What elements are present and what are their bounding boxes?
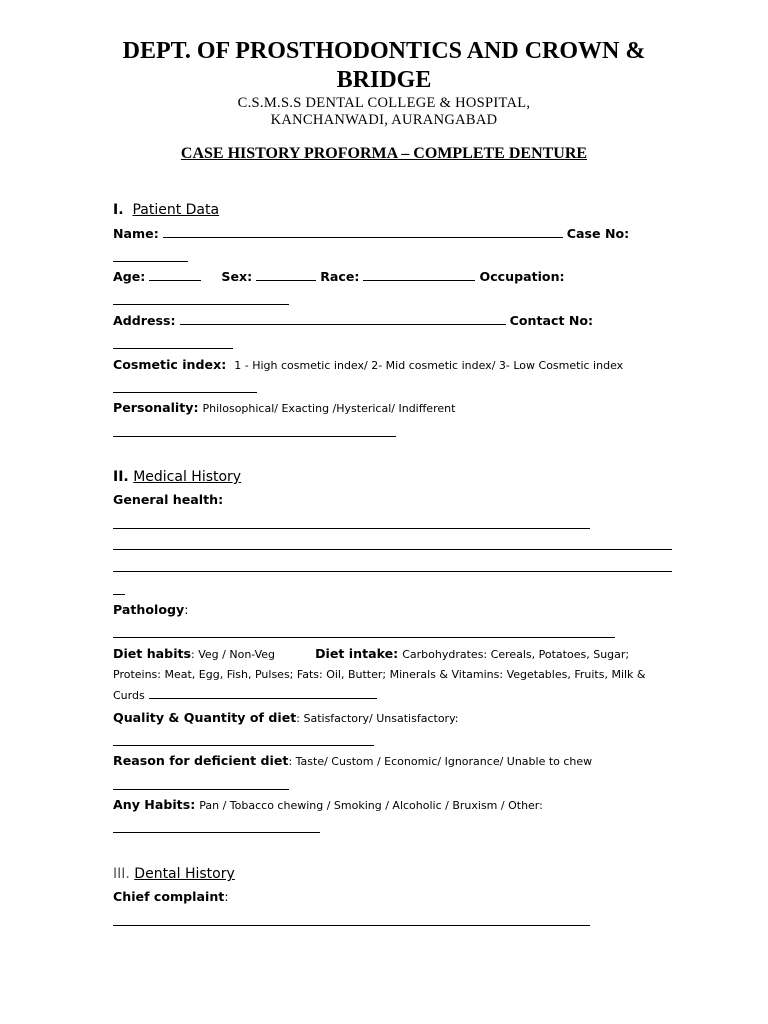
diet-row <box>113 645 629 664</box>
pathology-row <box>113 601 188 619</box>
any-habits-row <box>113 796 543 815</box>
section-title: Dental History <box>134 866 235 882</box>
diet-habits-options: : Veg / Non-Veg <box>191 648 276 661</box>
quality-quantity-options: : Satisfactory/ Unsatisfactory: <box>296 712 459 725</box>
chief-complaint-label: Chief complaint <box>113 889 225 904</box>
section-dental-history <box>113 865 235 883</box>
general-health-field[interactable] <box>113 594 125 595</box>
pathology-colon: : <box>184 602 189 617</box>
cosmetic-index-label: Cosmetic index: <box>113 357 227 372</box>
case-no-field[interactable] <box>113 261 188 262</box>
diet-habits-label: Diet habits <box>113 646 192 661</box>
college-name: C.S.M.S.S DENTAL COLLEGE & HOSPITAL, <box>237 95 531 111</box>
cosmetic-index-field[interactable] <box>113 392 257 393</box>
any-habits-field[interactable] <box>113 832 320 833</box>
deficient-diet-field[interactable] <box>113 789 289 790</box>
form-title: CASE HISTORY PROFORMA – COMPLETE DENTURE <box>180 145 588 162</box>
personality-field[interactable] <box>113 436 396 437</box>
section-number: I. <box>113 202 124 218</box>
quality-quantity-row <box>113 709 458 728</box>
name-label: Name: <box>113 226 159 241</box>
occupation-field[interactable] <box>113 304 289 305</box>
pathology-label: Pathology <box>113 602 185 617</box>
name-field[interactable] <box>163 225 563 238</box>
diet-intake-options: Curds <box>113 689 145 702</box>
age-field[interactable] <box>149 268 201 281</box>
address-row <box>113 312 593 330</box>
any-habits-options: Pan / Tobacco chewing / Smoking / Alcoholic / Bruxism / Other: <box>199 799 543 812</box>
name-row <box>113 225 629 243</box>
personality-row <box>113 399 455 418</box>
section-patient-data <box>113 201 219 219</box>
age-label: Age: <box>113 269 146 284</box>
diet-intake-row-3 <box>113 686 377 705</box>
contact-no-field[interactable] <box>113 348 233 349</box>
department-title-line1: DEPT. OF PROSTHODONTICS AND CROWN & <box>122 38 646 64</box>
diet-intake-label: Diet intake: <box>315 646 399 661</box>
pathology-field[interactable] <box>113 637 615 638</box>
deficient-diet-row <box>113 752 592 771</box>
occupation-label: Occupation: <box>479 269 565 284</box>
quality-quantity-label: Quality & Quantity of diet <box>113 710 297 725</box>
age-sex-row <box>113 268 565 286</box>
diet-intake-options: Proteins: Meat, Egg, Fish, Pulses; Fats: Oil, Butter; Minerals & Vitamins: Vegetables, Fruits, Milk & <box>113 668 646 681</box>
address-field[interactable] <box>180 312 506 325</box>
general-health-field[interactable] <box>113 571 672 572</box>
cosmetic-index-options: 1 - High cosmetic index/ 2- Mid cosmetic index/ 3- Low Cosmetic index <box>234 359 624 372</box>
general-health-row <box>113 491 223 509</box>
general-health-field[interactable] <box>113 549 672 550</box>
deficient-diet-options: : Taste/ Custom / Economic/ Ignorance/ Unable to chew <box>288 755 593 768</box>
section-title: Medical History <box>133 469 242 485</box>
chief-complaint-field[interactable] <box>113 925 590 926</box>
personality-label: Personality: <box>113 400 199 415</box>
chief-complaint-row <box>113 888 229 906</box>
section-number: II. <box>113 469 129 485</box>
contact-no-label: Contact No: <box>509 313 594 328</box>
diet-intake-options: Carbohydrates: Cereals, Potatoes, Sugar; <box>402 648 630 661</box>
section-title: Patient Data <box>132 202 220 218</box>
section-number: III. <box>113 866 130 882</box>
section-medical-history <box>113 468 241 486</box>
diet-intake-row-2 <box>113 665 646 684</box>
personality-options: Philosophical/ Exacting /Hysterical/ Indifferent <box>202 402 456 415</box>
sex-label: Sex: <box>221 269 253 284</box>
quality-quantity-field[interactable] <box>113 745 374 746</box>
department-title-line2: BRIDGE <box>336 67 432 93</box>
chief-complaint-colon: : <box>224 889 229 904</box>
diet-intake-field[interactable] <box>149 688 377 699</box>
cosmetic-index-row <box>113 356 623 375</box>
sex-field[interactable] <box>256 268 316 281</box>
general-health-field[interactable] <box>113 528 590 529</box>
case-no-label: Case No: <box>566 226 630 241</box>
address-label: Address: <box>113 313 176 328</box>
deficient-diet-label: Reason for deficient diet <box>113 753 289 768</box>
race-label: Race: <box>320 269 360 284</box>
college-address: KANCHANWADI, AURANGABAD <box>270 112 498 128</box>
general-health-label: General health: <box>113 492 224 507</box>
race-field[interactable] <box>363 268 475 281</box>
any-habits-label: Any Habits: <box>113 797 196 812</box>
